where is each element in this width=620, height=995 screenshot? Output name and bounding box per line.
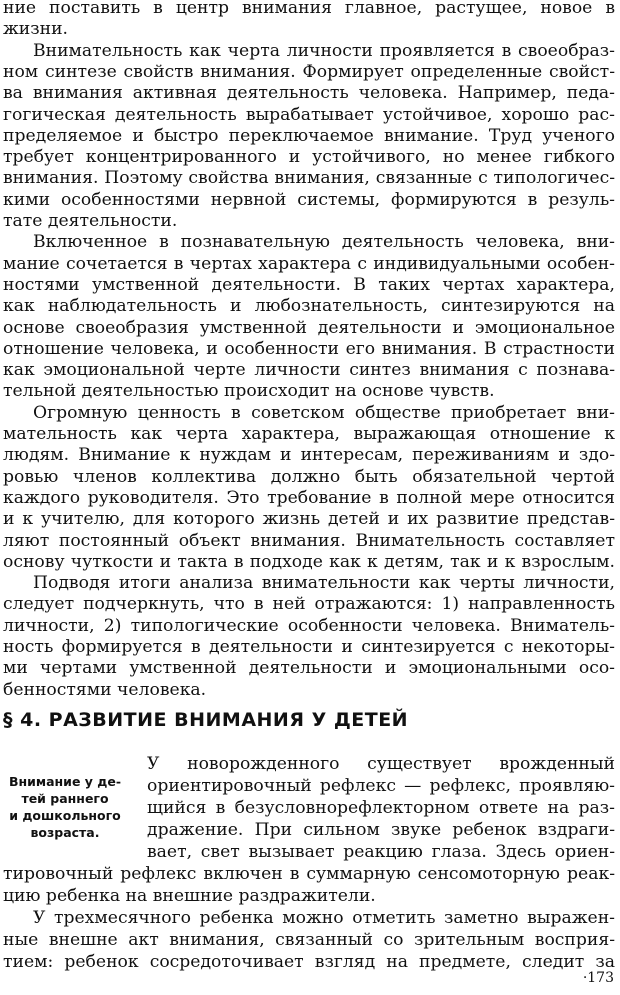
text-line: вает, свет вызывает реакцию глаза. Здесь ориен- xyxy=(147,842,615,862)
text-line: ние поставить в центр внимания главное, растущее, новое в xyxy=(3,0,615,18)
text-line: щийся в безусловнорефлекторном ответе на раз- xyxy=(147,798,615,818)
text-line: основе своеобразия умственной деятельности и эмоциональное xyxy=(3,318,615,338)
text-line: следует подчеркнуть, что в ней отражаются: 1) направленность xyxy=(3,594,615,614)
text-line: мание сочетается в чертах характера с индивидуальными особен- xyxy=(3,254,615,274)
margin-note-line: и дошкольного xyxy=(9,808,121,823)
text-line: ми чертами умственной деятельности и эмоциональными осо- xyxy=(3,658,615,678)
text-line: ные внешне акт внимания, связанный со зрительным восприя- xyxy=(3,930,615,950)
text-line: кими особенностями нервной системы, формируются в резуль- xyxy=(3,190,615,210)
text-line: тием: ребенок сосредоточивает взгляд на предмете, следит за xyxy=(3,952,615,972)
text-line: ность формируется в деятельности и синтезируется с некоторы- xyxy=(3,637,615,657)
margin-note xyxy=(0,773,130,841)
text-line: бенностями человека. xyxy=(3,680,207,700)
text-line: каждого руководителя. Это требование в полной мере относится xyxy=(3,488,615,508)
page-number: ·173 xyxy=(582,970,614,986)
text-line: мательность как черта характера, выражающая отношение к xyxy=(3,424,615,444)
text-line: У новорожденного существует врожденный xyxy=(147,754,615,774)
text-line: ориентировочный рефлекс — рефлекс, проявляю- xyxy=(147,776,615,796)
text-line: ляют постоянный объект внимания. Внимательность составляет xyxy=(3,531,615,551)
text-line: тате деятельности. xyxy=(3,211,178,231)
text-line: внимания. Поэтому свойства внимания, связанные с типологичес- xyxy=(3,168,615,188)
text-line: Огромную ценность в советском обществе приобретает вни- xyxy=(33,403,615,423)
text-line: личности, 2) типологические особенности человека. Вниматель- xyxy=(3,616,615,636)
text-line: жизни. xyxy=(3,19,69,39)
text-line: отношение человека, и особенности его внимания. В страстности xyxy=(3,339,615,359)
text-line: дражение. При сильном звуке ребенок вздраги- xyxy=(147,820,615,840)
text-line: ва внимания активная деятельность человека. Например, педа- xyxy=(3,83,615,103)
text-line: У трехмесячного ребенка можно отметить заметно выражен- xyxy=(33,908,615,928)
text-line: и к учителю, для которого жизнь детей и их развитие представ- xyxy=(3,509,615,529)
text-line: как наблюдательность и любознательность, синтезируются на xyxy=(3,296,615,316)
text-line: ном синтезе свойств внимания. Формирует определенные свойст- xyxy=(3,62,615,82)
text-line: людям. Внимание к нуждам и интересам, переживаниям и здо- xyxy=(3,445,615,465)
text-line: цию ребенка на внешние раздражители. xyxy=(3,886,376,906)
text-line: тельной деятельностью происходит на основе чувств. xyxy=(3,381,495,401)
text-line: основу чуткости и такта в подходе как к детям, так и к взрослым. xyxy=(3,552,615,572)
text-line: требует концентрированного и устойчивого, но менее гибкого xyxy=(3,147,615,167)
text-line: Подводя итоги анализа внимательности как черты личности, xyxy=(33,573,615,593)
margin-note-line: Внимание у де- xyxy=(8,774,122,789)
margin-note-line: возраста. xyxy=(30,825,100,840)
text-line: тировочный рефлекс включен в суммарную сенсомоторную реак- xyxy=(3,864,615,884)
section-heading: § 4. РАЗВИТИЕ ВНИМАНИЯ У ДЕТЕЙ xyxy=(3,709,409,731)
text-line: Включенное в познавательную деятельность человека, вни- xyxy=(33,232,615,252)
text-line: пределяемое и быстро переключаемое внимание. Труд ученого xyxy=(3,126,615,146)
text-line: Внимательность как черта личности проявляется в своеобраз- xyxy=(33,41,615,61)
text-line: ностями умственной деятельности. В таких чертах характера, xyxy=(3,275,615,295)
margin-note-line: тей раннего xyxy=(21,791,109,806)
text-line: как эмоциональной черте личности синтез внимания с познава- xyxy=(3,360,615,380)
text-line: ровью членов коллектива должно быть обязательной чертой xyxy=(3,467,615,487)
text-line: гогическая деятельность вырабатывает устойчивое, хорошо рас- xyxy=(3,105,615,125)
